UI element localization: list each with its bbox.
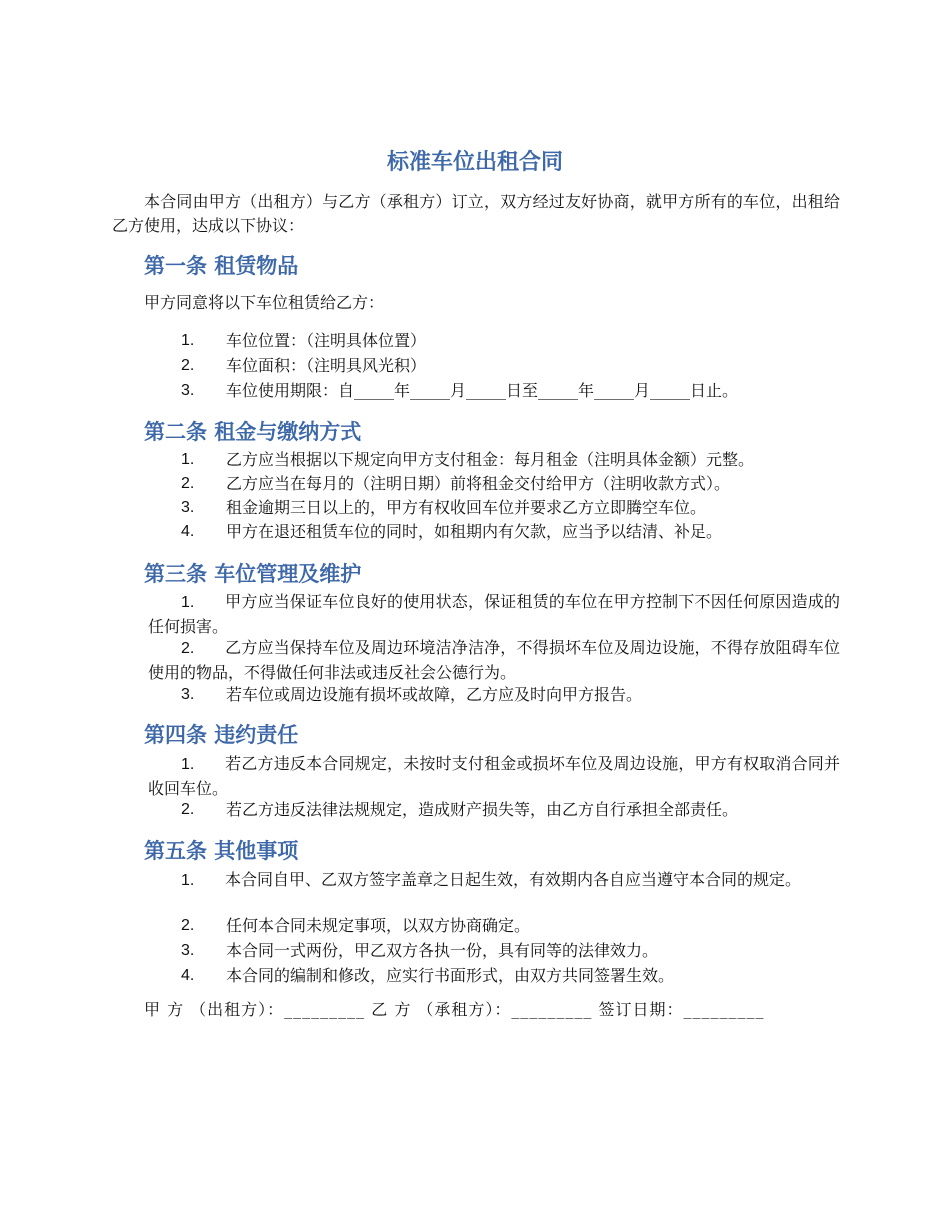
list-number: 2. — [181, 475, 195, 492]
list-number: 2. — [181, 917, 195, 934]
section-5-heading: 第五条 其他事项 — [144, 839, 299, 863]
section-1-lead: 甲方同意将以下车位租赁给乙方： — [144, 293, 385, 312]
list-number: 1. — [181, 756, 195, 773]
section-1-heading: 第一条 租赁物品 — [144, 254, 299, 278]
list-item-text: 车位使用期限：自_____年_____月_____日至_____年_____月_____日止。 — [226, 381, 739, 400]
list-item-text: 乙方应当保持车位及周边环境洁净洁净，不得损坏车位及周边设施，不得存放阻碍车位使用的物品，不得做任何非法或违反社会公德行为。 — [148, 638, 840, 682]
signature-line: 甲 方 （出租方）：_________ 乙 方 （承租方）：_________ 签订日期：_________ — [144, 1000, 765, 1019]
list-item-text: 租金逾期三日以上的，甲方有权收回车位并要求乙方立即腾空车位。 — [226, 498, 707, 517]
list-item-text: 车位面积：（注明具风光积） — [226, 356, 427, 375]
list-item-text: 甲方在退还租赁车位的同时，如租期内有欠款，应当予以结清、补足。 — [226, 522, 723, 541]
section-2-heading: 第二条 租金与缴纳方式 — [144, 420, 362, 444]
section-4-heading: 第四条 违约责任 — [144, 723, 299, 747]
list-item — [148, 590, 840, 639]
list-number: 4. — [181, 967, 195, 984]
list-number: 3. — [181, 499, 195, 516]
list-number: 2. — [181, 640, 195, 657]
list-number: 3. — [181, 686, 195, 703]
list-item-text: 若乙方违反本合同规定，未按时支付租金或损坏车位及周边设施，甲方有权取消合同并收回车位。 — [148, 754, 840, 798]
list-item-text: 本合同一式两份，甲乙双方各执一份，具有同等的法律效力。 — [226, 941, 659, 960]
list-item-text: 若乙方违反法律法规规定，造成财产损失等，由乙方自行承担全部责任。 — [226, 800, 739, 819]
list-item — [148, 752, 840, 801]
list-number: 1. — [181, 594, 195, 611]
list-item-text: 车位位置：（注明具体位置） — [226, 331, 427, 350]
list-number: 1. — [181, 332, 195, 349]
list-item-text: 乙方应当根据以下规定向甲方支付租金：每月租金（注明具体金额）元整。 — [226, 450, 755, 469]
list-number: 1. — [181, 451, 195, 468]
list-item — [148, 868, 840, 893]
document-title: 标准车位出租合同 — [386, 150, 563, 175]
list-item-text: 本合同的编制和修改，应实行书面形式，由双方共同签署生效。 — [226, 966, 675, 985]
list-number: 2. — [181, 801, 195, 818]
list-item-text: 甲方应当保证车位良好的使用状态，保证租赁的车位在甲方控制下不因任何原因造成的任何损害。 — [148, 592, 840, 636]
list-item — [148, 636, 840, 685]
list-item-text: 乙方应当在每月的（注明日期）前将租金交付给甲方（注明收款方式）。 — [226, 474, 731, 493]
list-item-text: 若车位或周边设施有损坏或故障，乙方应及时向甲方报告。 — [226, 685, 643, 704]
list-number: 2. — [181, 357, 195, 374]
list-number: 3. — [181, 942, 195, 959]
section-3-heading: 第三条 车位管理及维护 — [144, 562, 362, 586]
intro-paragraph: 本合同由甲方（出租方）与乙方（承租方）订立，双方经过友好协商，就甲方所有的车位，出租给乙方使用，达成以下协议： — [112, 192, 840, 235]
list-number: 1. — [181, 872, 195, 889]
list-number: 3. — [181, 382, 195, 399]
list-item-text: 本合同自甲、乙双方签字盖章之日起生效，有效期内各自应当遵守本合同的规定。 — [225, 870, 802, 889]
list-number: 4. — [181, 523, 195, 540]
list-item-text: 任何本合同未规定事项，以双方协商确定。 — [226, 916, 531, 935]
